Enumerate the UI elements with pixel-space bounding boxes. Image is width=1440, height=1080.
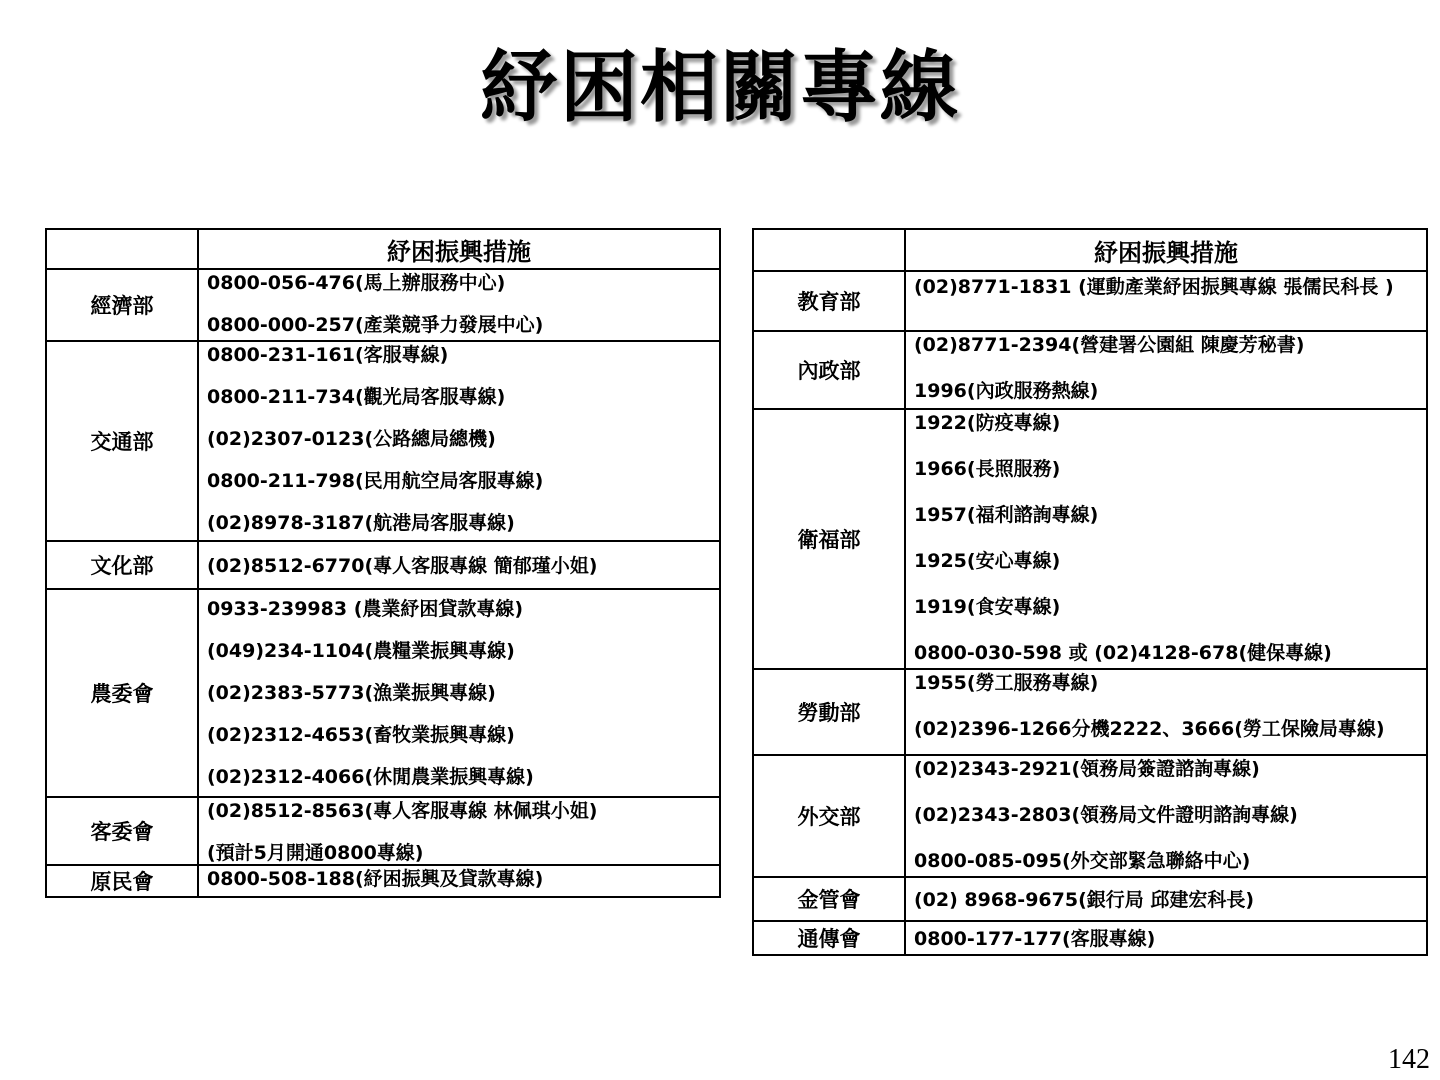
hotline-entry: (02)8512-6770(專人客服專線 簡郁瑾小姐) — [207, 555, 598, 577]
table-header-row — [46, 229, 720, 269]
hotlines-cell — [198, 541, 720, 589]
table-row — [46, 269, 720, 341]
hotline-entry: (02)2312-4653(畜牧業振興專線) — [207, 724, 515, 746]
table-row — [753, 755, 1427, 877]
hotlines-cell — [198, 589, 720, 797]
department-cell: 教育部 — [753, 271, 905, 331]
header-measures-cell: 紓困振興措施 — [198, 229, 720, 269]
hotline-entry: 1955(勞工服務專線) — [914, 672, 1099, 694]
table-row — [753, 409, 1427, 669]
table-row — [753, 331, 1427, 409]
hotline-entry: (02)8771-1831 (運動產業紓困振興專線 張儒民科長 ) — [914, 276, 1394, 298]
page-number: 142 — [1388, 1044, 1430, 1075]
hotline-entry: 1925(安心專線) — [914, 550, 1061, 572]
hotlines-cell — [905, 669, 1427, 755]
hotline-entry: (02)2396-1266分機2222、3666(勞工保險局專線) — [914, 718, 1385, 740]
left-hotline-table — [45, 228, 721, 898]
hotline-entry: (02)8512-8563(專人客服專線 林佩琪小姐) — [207, 800, 598, 822]
table-row — [46, 589, 720, 797]
table-row — [46, 341, 720, 541]
hotline-entry: 0800-211-734(觀光局客服專線) — [207, 386, 506, 408]
hotline-entry: 0800-000-257(產業競爭力發展中心) — [207, 314, 544, 336]
department-cell: 內政部 — [753, 331, 905, 409]
hotlines-cell — [905, 271, 1427, 331]
table-row — [46, 865, 720, 897]
hotline-entry: (02)8978-3187(航港局客服專線) — [207, 512, 515, 534]
hotlines-cell — [905, 409, 1427, 669]
hotline-entry: 1919(食安專線) — [914, 596, 1061, 618]
hotline-entry: 1957(福利諮詢專線) — [914, 504, 1099, 526]
department-cell: 衛福部 — [753, 409, 905, 669]
hotline-entry: 0800-085-095(外交部緊急聯絡中心) — [914, 850, 1251, 872]
hotline-entry: 0800-056-476(馬上辦服務中心) — [207, 272, 506, 294]
department-cell: 金管會 — [753, 877, 905, 921]
department-cell: 勞動部 — [753, 669, 905, 755]
hotline-entry: (02)2307-0123(公路總局總機) — [207, 428, 496, 450]
hotline-entry: (02)2312-4066(休閒農業振興專線) — [207, 766, 534, 788]
hotlines-cell — [198, 341, 720, 541]
department-cell: 通傳會 — [753, 921, 905, 955]
hotline-entry: 0800-508-188(紓困振興及貸款專線) — [207, 868, 544, 890]
hotline-entry: (049)234-1104(農糧業振興專線) — [207, 640, 515, 662]
hotline-entry: 0800-030-598 或 (02)4128-678(健保專線) — [914, 642, 1332, 664]
table-row — [46, 541, 720, 589]
hotlines-cell — [905, 331, 1427, 409]
hotline-entry: (預計5月開通0800專線) — [207, 842, 424, 864]
hotlines-cell — [905, 755, 1427, 877]
department-cell: 交通部 — [46, 341, 198, 541]
hotline-entry: 0933-239983 (農業紓困貸款專線) — [207, 598, 524, 620]
hotline-entry: 0800-211-798(民用航空局客服專線) — [207, 470, 544, 492]
table-row — [46, 797, 720, 865]
department-cell: 客委會 — [46, 797, 198, 865]
department-cell: 原民會 — [46, 865, 198, 897]
header-measures-cell: 紓困振興措施 — [905, 229, 1427, 271]
hotlines-cell — [905, 921, 1427, 955]
hotline-entry: (02)2383-5773(漁業振興專線) — [207, 682, 496, 704]
department-cell: 農委會 — [46, 589, 198, 797]
hotlines-cell — [905, 877, 1427, 921]
hotlines-cell — [198, 269, 720, 341]
header-blank-cell — [46, 229, 198, 269]
table-row — [753, 271, 1427, 331]
page-title: 紓困相關專線 — [479, 43, 960, 133]
hotline-entry: 1996(內政服務熱線) — [914, 380, 1099, 402]
table-row — [753, 877, 1427, 921]
table-row — [753, 669, 1427, 755]
hotline-entry: (02) 8968-9675(銀行局 邱建宏科長) — [914, 889, 1255, 911]
hotline-entry: 0800-177-177(客服專線) — [914, 928, 1156, 950]
hotline-entry: (02)2343-2803(領務局文件證明諮詢專線) — [914, 804, 1298, 826]
hotlines-cell — [198, 865, 720, 897]
hotlines-cell — [198, 797, 720, 865]
hotline-entry: 1966(長照服務) — [914, 458, 1061, 480]
header-blank-cell — [753, 229, 905, 271]
department-cell: 外交部 — [753, 755, 905, 877]
department-cell: 文化部 — [46, 541, 198, 589]
hotline-entry: 0800-231-161(客服專線) — [207, 344, 449, 366]
table-header-row — [753, 229, 1427, 271]
department-cell: 經濟部 — [46, 269, 198, 341]
right-hotline-table — [752, 228, 1428, 956]
table-row — [753, 921, 1427, 955]
hotline-entry: 1922(防疫專線) — [914, 412, 1061, 434]
hotline-entry: (02)8771-2394(營建署公園組 陳慶芳秘書) — [914, 334, 1305, 356]
hotline-entry: (02)2343-2921(領務局簽證諮詢專線) — [914, 758, 1260, 780]
